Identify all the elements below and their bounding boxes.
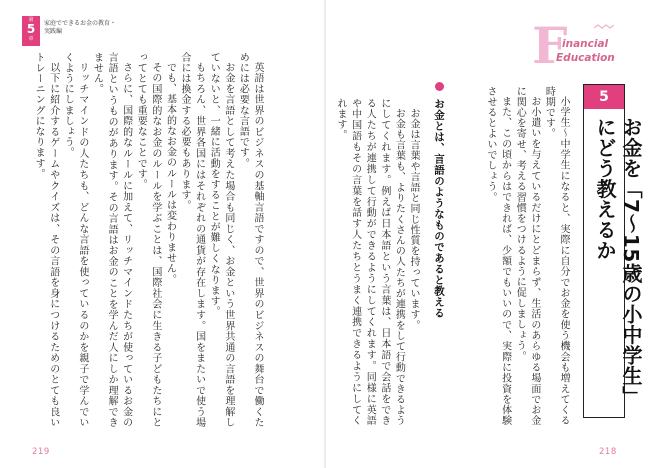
section-number: 5 — [584, 85, 624, 109]
sparkle-icon — [592, 24, 618, 32]
page-number-left: 219 — [32, 447, 50, 457]
intro-paragraph: また、この頃からはできれば、少額でもいいので、実際に投資を体験させるとよいでしょう。 — [485, 86, 511, 426]
book-gutter — [324, 0, 326, 468]
body-paragraph: お金は言葉や言語と同じ性質を持っています。 — [408, 108, 419, 331]
running-head-line: 実践編 — [44, 28, 63, 35]
body-paragraph: お金を言語として考えた場合も同じく、お金という世界共通の言語を理解していないと、一緒に活動をすることが難しくなります。 — [208, 52, 234, 428]
body-paragraph: さらに、国際的なルールに加えて、リッチマインドたちが使っているお金の言語というものがあります。その言語はお金のことを学んだ人にしか理解できません。 — [91, 52, 132, 428]
body-paragraph: 以下に紹介するゲームやクイズは、その言語を身につけるためのとても良いトレーニングになります。 — [33, 52, 59, 428]
left-body-text — [31, 52, 265, 428]
chapter-tab — [22, 16, 40, 46]
sub-heading — [432, 82, 446, 318]
right-body-text — [332, 98, 420, 426]
section-title-box — [583, 84, 643, 418]
body-paragraph: お金も言葉も、よりたくさんの人たちが連携をして行動できるようにしてくれます。例えば日本語という言葉は、日本語で会話をできる人たちが連携して行動ができるようにしてくれます。同様に英語や中国語もその言葉を話す人たちとうまく連携できるようにしてくれます。 — [335, 98, 405, 426]
intro-paragraph: お小遣いを与えているだけにとどまらず、生活のあらゆる場面でお金に関心を寄せ、考える習慣をつけるように促しましょう。 — [514, 86, 540, 426]
body-paragraph: 英語は世界のビジネスの基軸言語ですので、世界のビジネスの舞台で働くためには必要な言語です。 — [237, 52, 263, 428]
chapter-tab-label: 第 — [28, 17, 34, 23]
sub-heading-text: お金とは、言語のようなものであると教える — [433, 98, 445, 319]
intro-text — [482, 86, 570, 426]
body-paragraph: もちろん、世界各国にはそれぞれの通貨が存在します。国をまたいで使う場合には換金する必要もあります。 — [179, 52, 205, 428]
bullet-dot-icon — [435, 82, 444, 91]
running-head-line: 家庭でできるお金の教育・ — [44, 20, 117, 27]
body-paragraph: リッチマインドの人たちも、どんな言語を使っているのかを親子で学んでいくようにしましょう。 — [62, 52, 88, 428]
logo-word-2: Education — [556, 52, 615, 64]
logo-letter: F — [532, 16, 568, 75]
financial-education-logo — [532, 18, 628, 78]
section-title: お金を「7〜15歳の小中学生」にどう教えるか — [593, 117, 643, 407]
logo-word-1: inancial — [562, 38, 609, 50]
body-paragraph: その国際的なお金のルールを学ぶことは、国際社会に生きる子どもたちにとってとても重要なことです。 — [135, 52, 161, 428]
running-head — [44, 20, 116, 36]
body-paragraph: でも、基本的なお金のルールは変わりません。 — [164, 62, 176, 285]
page-number-right: 218 — [599, 447, 617, 457]
chapter-tab-suffix: 章 — [28, 36, 34, 42]
chapter-number: 5 — [26, 22, 36, 36]
intro-paragraph: 小学生〜中学生になると、実際に自分でお金を使う機会も増えてくる時期です。 — [543, 86, 569, 426]
